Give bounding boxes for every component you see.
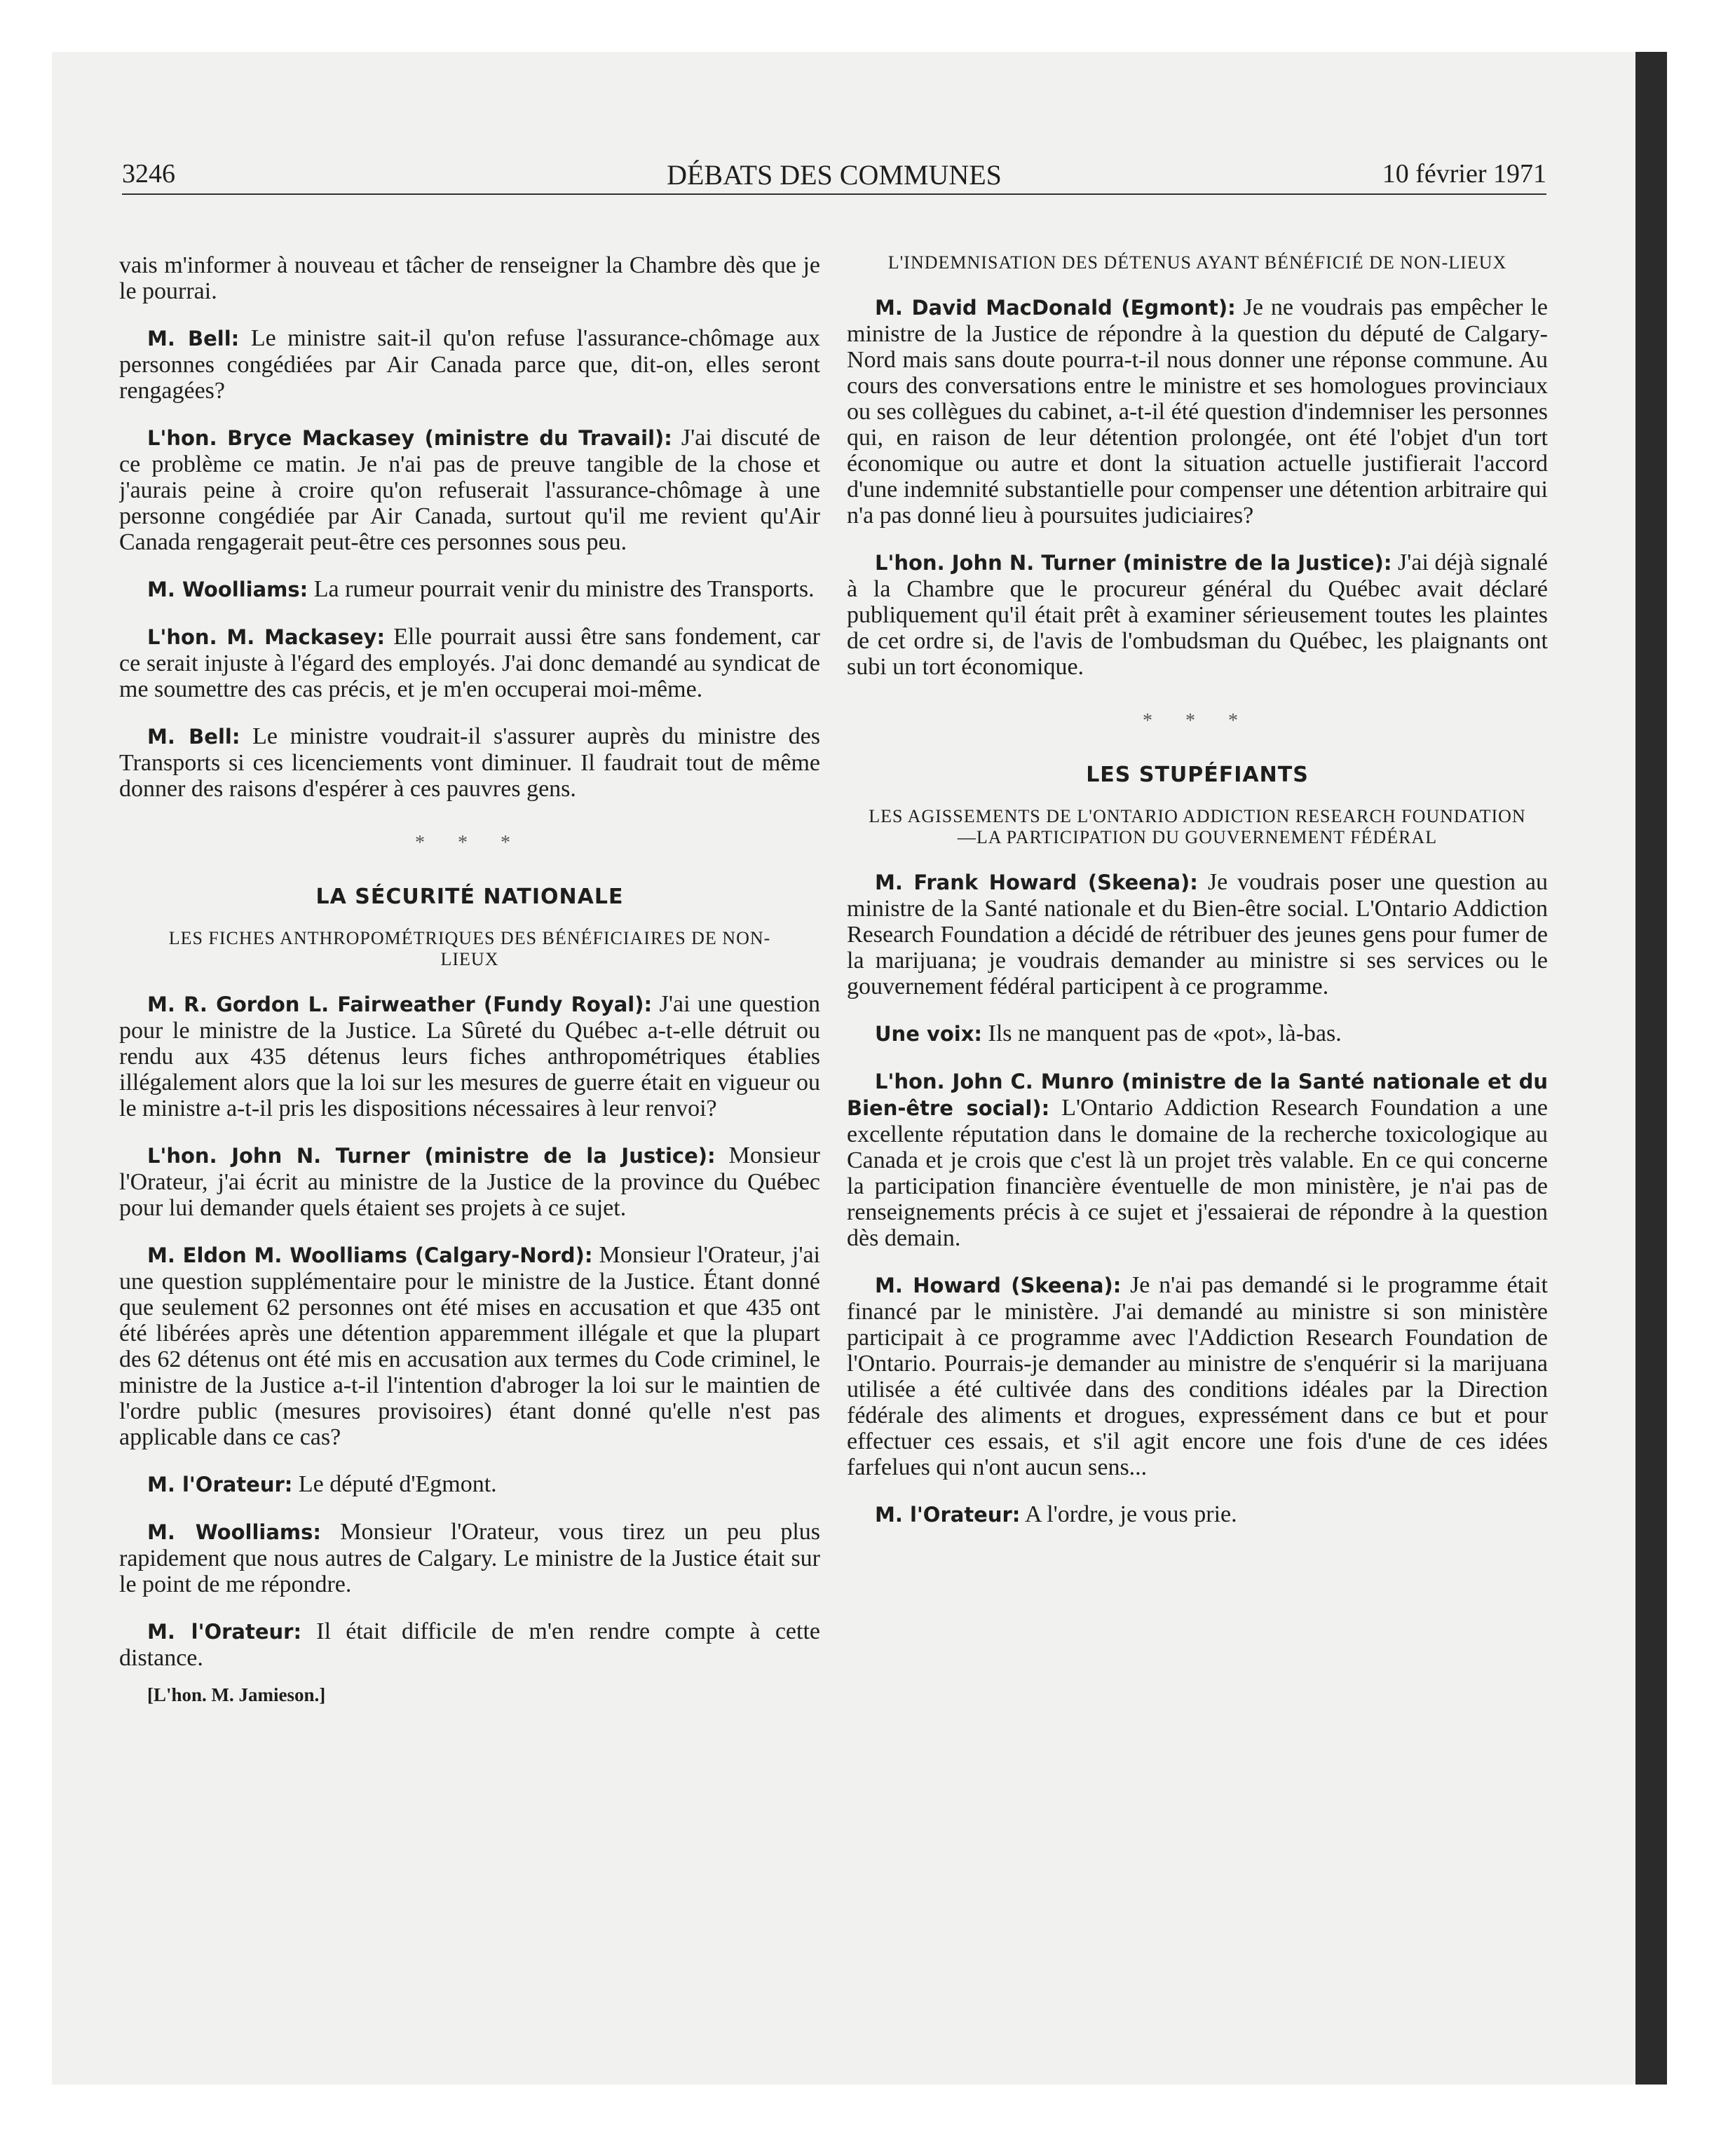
paragraph: [119, 1618, 820, 1671]
section-subheading: LES AGISSEMENTS DE L'ONTARIO ADDICTION RESEARCH FOUNDATION—LA PARTICIPATION DU GOUVERNEMENT FÉDÉRAL: [869, 806, 1526, 847]
paragraph: [119, 1242, 820, 1450]
section-subheading: L'INDEMNISATION DES DÉTENUS AYANT BÉNÉFICIÉ DE NON-LIEUX: [887, 252, 1507, 273]
speech: J'ai une question pour le ministre de la Justice. La Sûreté du Québec a-t-elle détruit ou rendu aux 435 détenus leurs fiches anthropométriques établies illégalement alors que la loi sur les mesures de guerre était en vigueur ou le ministre a-t-il pris les dispositions nécessaires à leur renvoi?: [119, 991, 820, 1121]
paragraph: [119, 624, 820, 702]
paragraph: [119, 576, 820, 603]
footnote: [L'hon. M. Jamieson.]: [147, 1684, 326, 1705]
speaker: L'hon. John N. Turner (ministre de la Justice):: [147, 1144, 716, 1168]
paragraph: [119, 1519, 820, 1597]
paragraph: vais m'informer à nouveau et tâcher de renseigner la Chambre dès que je le pourrai.: [119, 252, 820, 304]
publication-title: DÉBATS DES COMMUNES: [667, 159, 1002, 191]
speaker: M. R. Gordon L. Fairweather (Fundy Royal):: [147, 992, 653, 1016]
right-column: [847, 252, 1548, 2033]
speaker: M. l'Orateur:: [147, 1620, 302, 1644]
section-subheading: LES FICHES ANTHROPOMÉTRIQUES DES BÉNÉFICIAIRES DE NON-LIEUX: [168, 928, 771, 969]
section-separator: * * *: [1143, 710, 1252, 732]
page-header: [122, 154, 1546, 195]
paragraph: [847, 1021, 1548, 1047]
speech: Je n'ai pas demandé si le programme était financé par le ministère. J'ai demandé au ministre si son ministère participait à ce programme avec l'Addiction Research Foundation de l'Ontario. Pourrais-je demander au ministre de s'enquérir si la marijuana utilisée a été cultivée dans des conditions idéales par la Direction fédérale des aliments et drogues, expressément dans ce but et pour effectuer ces essais, et s'il agit encore une fois d'une de ces idées farfelues qui n'ont aucun sens...: [847, 1272, 1548, 1480]
paragraph: [119, 425, 820, 555]
speech: Monsieur l'Orateur, vous tirez un peu plus rapidement que nous autres de Calgary. Le ministre de la Justice était sur le point de me répondre.: [119, 1519, 820, 1597]
paragraph: [847, 1272, 1548, 1480]
speaker: L'hon. John N. Turner (ministre de la Justice):: [875, 551, 1392, 575]
speech: Le ministre voudrait-il s'assurer auprès du ministre des Transports si ces licenciements vont diminuer. Il faudrait tout de même donner des raisons d'espérer à ces pauvres gens.: [119, 723, 820, 802]
paragraph: [847, 1068, 1548, 1251]
paragraph: [847, 1501, 1548, 1528]
speech: Le ministre sait-il qu'on refuse l'assurance-chômage aux personnes congédiées par Air Canada parce que, dit-on, elles seront rengagées?: [119, 325, 820, 404]
paragraph: [119, 1471, 820, 1498]
speaker: L'hon. M. Mackasey:: [147, 625, 386, 649]
issue-date: 10 février 1971: [1382, 159, 1546, 189]
speech: Le député d'Egmont.: [292, 1471, 497, 1497]
section-heading: LA SÉCURITÉ NATIONALE: [315, 885, 624, 909]
speaker: M. Frank Howard (Skeena):: [875, 871, 1198, 894]
speech: A l'ordre, je vous prie.: [1020, 1501, 1237, 1527]
speech: L'Ontario Addiction Research Foundation a une excellente réputation dans le domaine de la recherche toxicologique au Canada et je crois que c'est là un projet très valable. En ce qui concerne la participation financière éventuelle de mon ministère, je n'ai pas de renseignements précis à ce sujet et j'essaierai de répondre à la question dès demain.: [847, 1095, 1548, 1251]
paragraph: [847, 294, 1548, 528]
speaker: M. David MacDonald (Egmont):: [875, 296, 1236, 320]
paragraph: [847, 550, 1548, 680]
speaker: M. Bell:: [147, 327, 240, 350]
scan-edge: [1635, 52, 1667, 2085]
section-separator: * * *: [415, 832, 524, 854]
paragraph: [847, 869, 1548, 999]
speaker: M. Woolliams:: [147, 578, 308, 601]
speech: Elle pourrait aussi être sans fondement, car ce serait injuste à l'égard des employés. J'ai donc demandé au syndicat de me soumettre des cas précis, et je m'en occuperai moi-même.: [119, 624, 820, 702]
section-heading: LES STUPÉFIANTS: [1086, 763, 1309, 787]
speaker: Une voix:: [875, 1022, 983, 1046]
speech: J'ai déjà signalé à la Chambre que le procureur général du Québec avait déclaré publiquement qu'il était prêt à examiner sérieusement toutes les plaintes de cet ordre si, de l'avis de l'ombudsman du Québec, les plaignants ont subi un tort économique.: [847, 550, 1548, 680]
speech: Ils ne manquent pas de «pot», là-bas.: [982, 1021, 1342, 1046]
paragraph: [119, 325, 820, 404]
speech: Il était difficile de m'en rendre compte à cette distance.: [119, 1618, 820, 1671]
page-number: 3246: [122, 159, 175, 189]
speech: Je ne voudrais pas empêcher le ministre de la Justice de répondre à la question du député de Calgary-Nord mais sans doute pourra-t-il nous donner une réponse commune. Au cours des conversations entre le ministre et ses homologues provinciaux ou ses collègues du cabinet, a-t-il été question d'indemniser les personnes qui, en raison de leur détention prolongée, ont été l'objet d'un tort économique ou autre et dont la situation actuelle justifierait l'accord d'une indemnité substantielle pour compenser une détention arbitraire qui n'a pas donné lieu à poursuites judiciaires?: [847, 294, 1548, 528]
speaker: L'hon. Bryce Mackasey (ministre du Travail):: [147, 426, 672, 450]
speaker: M. Howard (Skeena):: [875, 1274, 1122, 1297]
speech: La rumeur pourrait venir du ministre des Transports.: [308, 576, 815, 602]
speaker: M. l'Orateur:: [147, 1473, 293, 1496]
speaker: M. Woolliams:: [147, 1520, 321, 1544]
speaker: L'hon. John C. Munro (ministre de la Santé nationale et du Bien-être social):: [847, 1070, 1548, 1120]
speech: Je voudrais poser une question au ministre de la Santé nationale et du Bien-être social. L'Ontario Addiction Research Foundation a décidé de rétribuer des jeunes gens pour fumer de la marijuana; je voudrais demander au ministre si ses services ou le gouvernement fédéral participent à ce programme.: [847, 869, 1548, 999]
speaker: M. Eldon M. Woolliams (Calgary-Nord):: [147, 1243, 593, 1267]
paragraph: [119, 1142, 820, 1221]
speech: Monsieur l'Orateur, j'ai une question supplémentaire pour le ministre de la Justice. Étant donné que seulement 62 personnes ont été mises en accusation et que 435 ont été libérées après une détention apparemment illégale et que la plupart des 62 détenus ont été mis en accusation aux termes du Code criminel, le ministre de la Justice a-t-il l'intention d'abroger la loi sur le maintien de l'ordre public (mesures provisoires) étant donné qu'elle n'est pas applicable dans ce cas?: [119, 1242, 820, 1450]
speech: J'ai discuté de ce problème ce matin. Je n'ai pas de preuve tangible de la chose et j'aurais peine à croire qu'on refuserait l'assurance-chômage à une personne congédiée par Air Canada, surtout qu'il me revient qu'Air Canada rengagerait peut-être ces personnes sous peu.: [119, 425, 820, 555]
paragraph: [119, 723, 820, 802]
paragraph: [119, 991, 820, 1121]
speaker: M. l'Orateur:: [875, 1503, 1021, 1527]
left-column: [119, 252, 820, 2033]
speaker: M. Bell:: [147, 725, 240, 749]
speech: Monsieur l'Orateur, j'ai écrit au ministre de la Justice de la province du Québec pour lui demander quels étaient ses projets à ce sujet.: [119, 1142, 820, 1221]
